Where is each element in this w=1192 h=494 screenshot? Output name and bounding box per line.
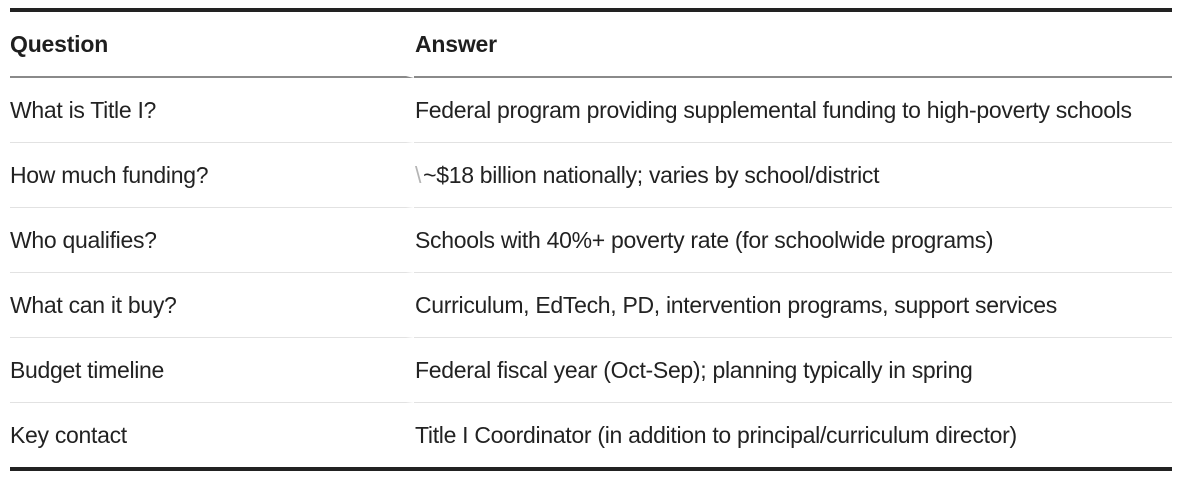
question-cell: How much funding? (10, 143, 414, 208)
question-cell: Who qualifies? (10, 208, 414, 273)
table-header-row (10, 12, 1172, 78)
column-header-answer: Answer (414, 12, 1172, 78)
title-i-faq-table (10, 8, 1172, 471)
answer-cell: Federal fiscal year (Oct-Sep); planning typically in spring (414, 338, 1172, 403)
table-row (10, 403, 1172, 467)
question-cell: Budget timeline (10, 338, 414, 403)
question-cell: What is Title I? (10, 78, 414, 143)
answer-cell: Curriculum, EdTech, PD, intervention programs, support services (414, 273, 1172, 338)
faq-table (10, 12, 1172, 467)
table-row (10, 78, 1172, 143)
answer-text: ~$18 billion nationally; varies by school/district (423, 161, 880, 188)
question-cell: What can it buy? (10, 273, 414, 338)
table-row (10, 143, 1172, 208)
table-row (10, 338, 1172, 403)
table-row (10, 208, 1172, 273)
question-cell: Key contact (10, 421, 127, 448)
answer-cell: Title I Coordinator (in addition to principal/curriculum director) (415, 421, 1017, 448)
answer-cell (414, 143, 1172, 208)
column-header-question: Question (10, 12, 414, 78)
table-row (10, 273, 1172, 338)
answer-cell: Schools with 40%+ poverty rate (for schoolwide programs) (414, 208, 1172, 273)
answer-cell: Federal program providing supplemental funding to high-poverty schools (414, 78, 1172, 143)
escape-backslash: \ (415, 161, 422, 188)
